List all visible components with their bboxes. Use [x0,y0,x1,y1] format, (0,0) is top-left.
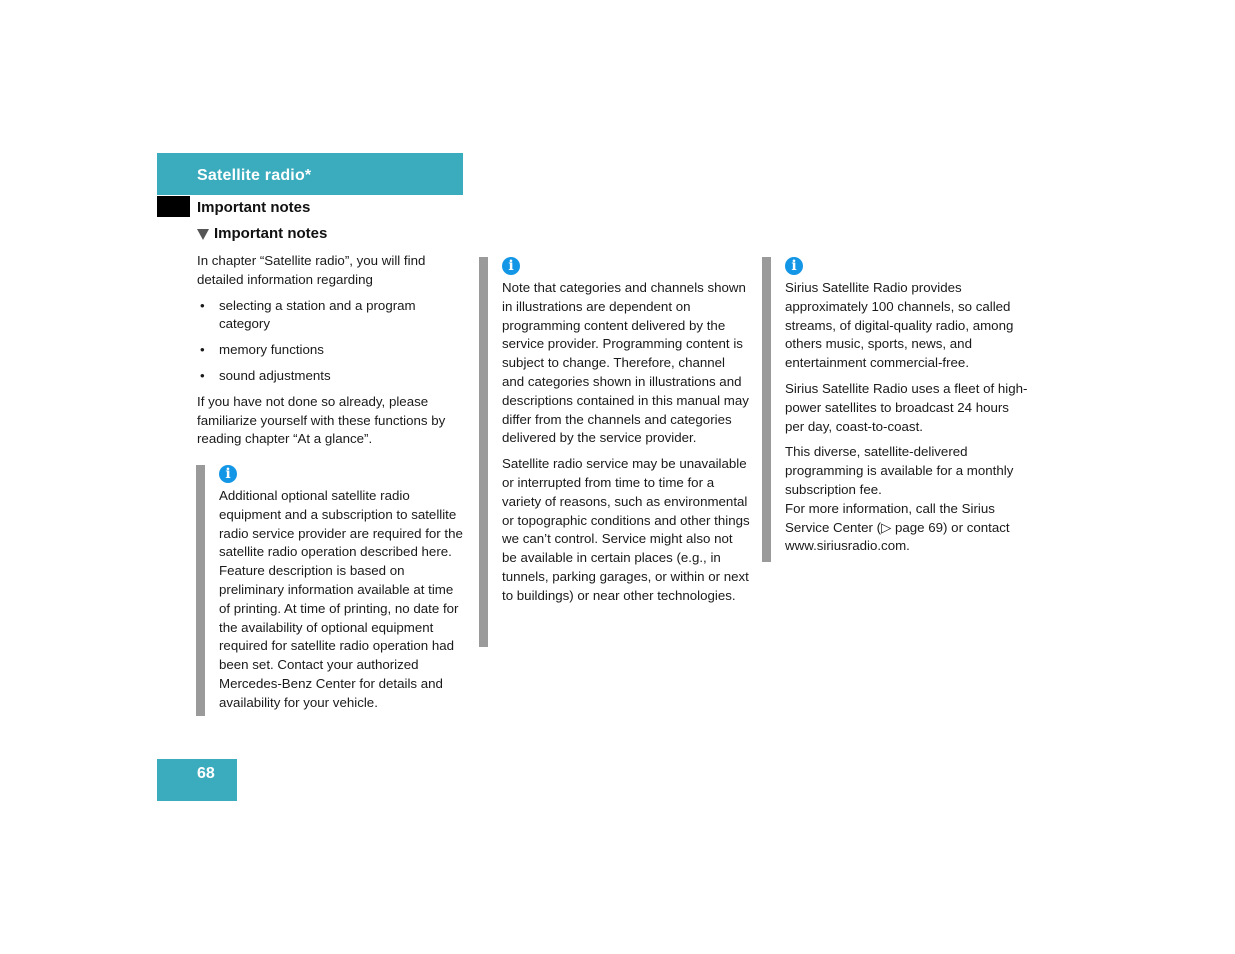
subheading: Important notes [197,199,311,216]
list-item: • sound adjustments [197,367,467,386]
note-paragraph: Note that categories and channels shown in illustrations are dependent on programming content delivered by the service provider. Programming content is subject to change. Therefore, channel and categories shown in illustrations and descriptions contained in this manual may differ from the channels and categories delivered by the service provider. [502,280,749,446]
note-paragraph: Sirius Satellite Radio uses a fleet of high-power satellites to broadcast 24 hours per day, coast-to-coast. [785,380,1028,434]
info-icon: i [219,465,237,483]
triangle-down-icon [197,229,209,240]
list-item: • selecting a station and a program category [197,297,467,335]
page-number: 68 [197,765,215,782]
section-marker [157,196,190,217]
info-icon: i [785,257,803,275]
intro-paragraph: In chapter “Satellite radio”, you will find detailed information regarding [197,253,426,287]
note-text: Additional optional satellite radio equipment and a subscription to satellite radio service provider are required for the satellite radio operation described here. Feature description is based on preliminary information available at time of printing. At time of printing, no date for the availability of optional equipment required for satellite radio operation had been set. Contact your authorized Mercedes-Benz Center for details and availability for your vehicle. [219,488,463,710]
function-list [197,297,467,386]
info-note-sirius [762,257,1030,562]
outro-paragraph: If you have not done so already, please familiarize yourself with these functions by reading chapter “At a glance”. [197,393,446,447]
info-note-equipment [196,465,467,716]
section-title [197,225,327,242]
chapter-header [157,153,463,195]
note-paragraph: This diverse, satellite-delivered programming is available for a monthly subscription fee. [785,444,1014,497]
chapter-title: Satellite radio* [197,167,312,184]
note-paragraph: For more information, call the Sirius Service Center (▷ page 69) or contact www.siriusradio.com. [785,500,1010,554]
info-note-channels [479,257,750,647]
list-item: • memory functions [197,341,467,360]
page-number-box [157,759,237,801]
section-title-text: Important notes [214,225,328,242]
info-icon: i [502,257,520,275]
note-paragraph: Sirius Satellite Radio provides approximately 100 channels, so called streams, of digital-quality radio, among others music, sports, news, and entertainment commercial-free. [785,280,1014,371]
note-paragraph: Satellite radio service may be unavailable or interrupted from time to time for a variety of reasons, such as environmental or topographic conditions and other things we can’t control. Service might also not be available in certain places (e.g., in tunnels, parking garages, or within or next to buildings) or near other technologies. [502,456,750,603]
intro-column [197,252,467,456]
